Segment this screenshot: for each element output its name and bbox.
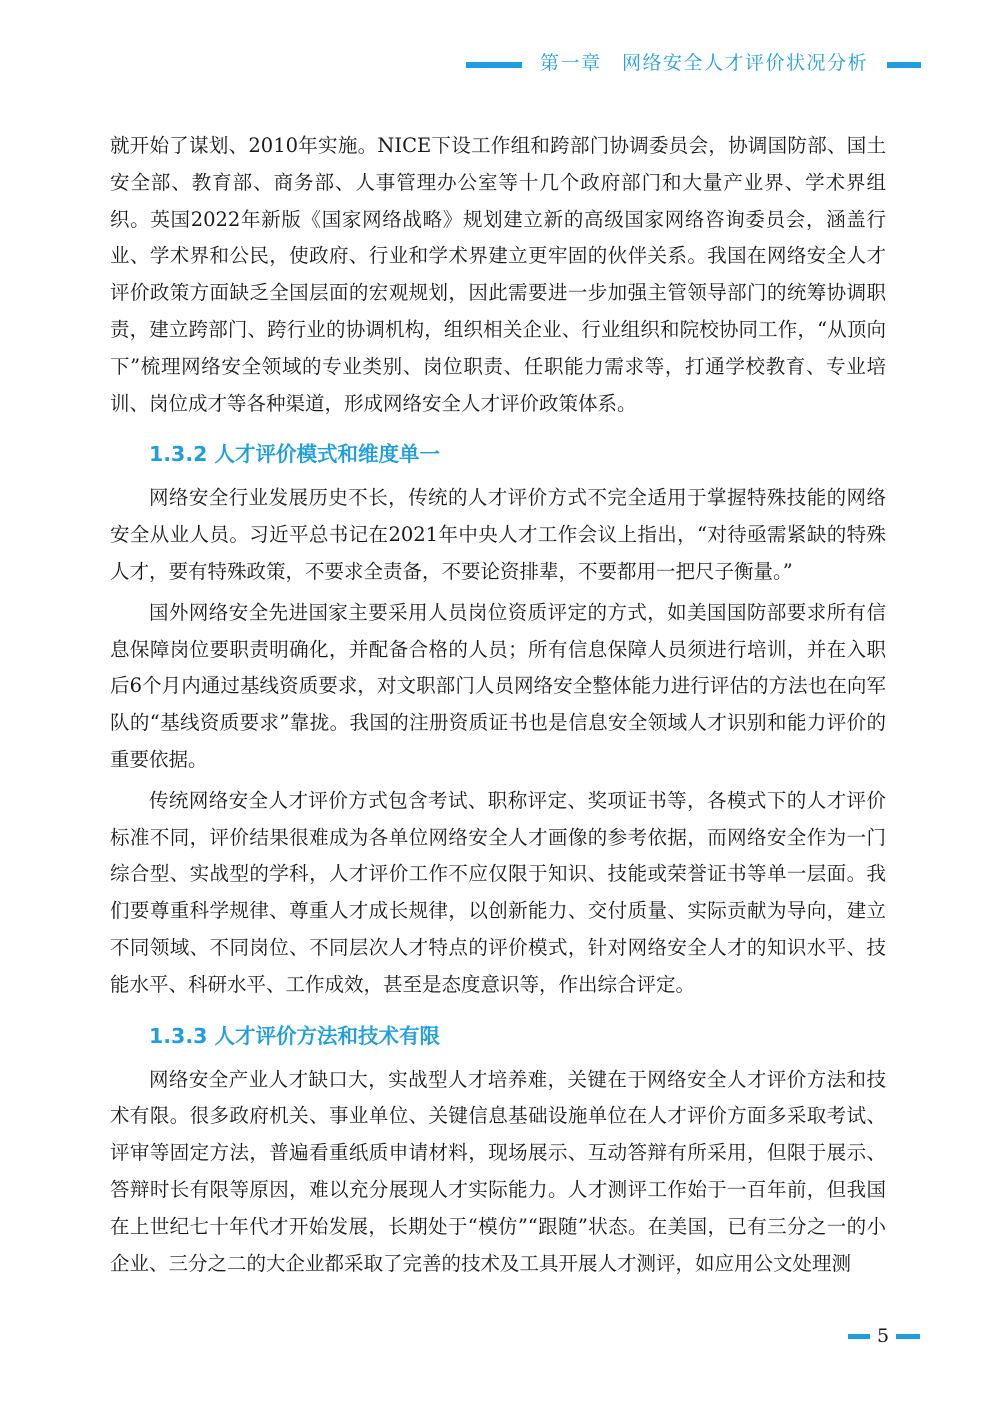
page-number: 5 [876,1325,890,1347]
footer-rule-left [848,1334,870,1339]
section-1-3-2-paragraph-3: 传统网络安全人才评价方式包含考试、职称评定、奖项证书等，各模式下的人才评价标准不同，评价结果很难成为各单位网络安全人才画像的参考依据，而网络安全作为一门综合型、实战型的学科，人才评价工作不应仅限于知识、技能或荣誉证书等单一层面。我们要尊重科学规律、尊重人才成长规律，以创新能力、交付质量、实际贡献为导向，建立不同领域、不同岗位、不同层次人才特点的评价模式，针对网络安全人才的知识水平、技能水平、科研水平、工作成效，甚至是态度意识等，作出综合评定。 [110,788,886,996]
page-body [110,128,886,1282]
section-heading-1-3-3: 1.3.3 人才评价方法和技术有限 [149,1023,441,1048]
section-1-3-2-paragraph-2: 国外网络安全先进国家主要采用人员岗位资质评定的方式，如美国国防部要求所有信息保障岗位要职责明确化，并配备合格的人员；所有信息保障人员须进行培训，并在入职后6个月内通过基线资质要求，对文职部门人员网络安全整体能力进行评估的方法也在向军队的“基线资质要求”靠拢。我国的注册资质证书也是信息安全领域人才识别和能力评价的重要依据。 [110,600,886,771]
section-1-3-3-paragraph-1: 网络安全产业人才缺口大，实战型人才培养难，关键在于网络安全人才评价方法和技术有限。很多政府机关、事业单位、关键信息基础设施单位在人才评价方面多采取考试、评审等固定方法，普遍看重纸质申请材料，现场展示、互动答辩有所采用，但限于展示、答辩时长有限等原因，难以充分展现人才实际能力。人才测评工作始于一百年前，但我国在上世纪七十年代才开始发展，长期处于“模仿”“跟随”状态。在美国，已有三分之一的小企业、三分之二的大企业都采取了完善的技术及工具开展人才测评，如应用公文处理测 [110,1067,886,1275]
section-heading-1-3-2: 1.3.2 人才评价模式和维度单一 [149,442,441,467]
intro-paragraph: 就开始了谋划、2010年实施。NICE下设工作组和跨部门协调委员会，协调国防部、国土安全部、教育部、商务部、人事管理办公室等十几个政府部门和大量产业界、学术界组织。英国2022年新版《国家网络战略》规划建立新的高级国家网络咨询委员会，涵盖行业、学术界和公民，使政府、行业和学术界建立更牢固的伙伴关系。我国在网络安全人才评价政策方面缺乏全国层面的宏观规划，因此需要进一步加强主管领导部门的统筹协调职责，建立跨部门、跨行业的协调机构，组织相关企业、行业组织和院校协同工作，“从顶向下”梳理网络安全领域的专业类别、岗位职责、任职能力需求等，打通学校教育、专业培训、岗位成才等各种渠道，形成网络安全人才评价政策体系。 [110,134,886,415]
header-rule-right [887,62,921,68]
section-1-3-2-paragraph-1: 网络安全行业发展历史不长，传统的人才评价方式不完全适用于掌握特殊技能的网络安全从业人员。习近平总书记在2021年中央人才工作会议上指出，“对待亟需紧缺的特殊人才，要有特殊政策，不要求全责备，不要论资排辈，不要都用一把尺子衡量。” [110,486,886,583]
chapter-header-title: 第一章 网络安全人才评价状况分析 [540,52,869,74]
footer-rule-right [896,1334,920,1339]
header-rule-left [466,62,522,68]
